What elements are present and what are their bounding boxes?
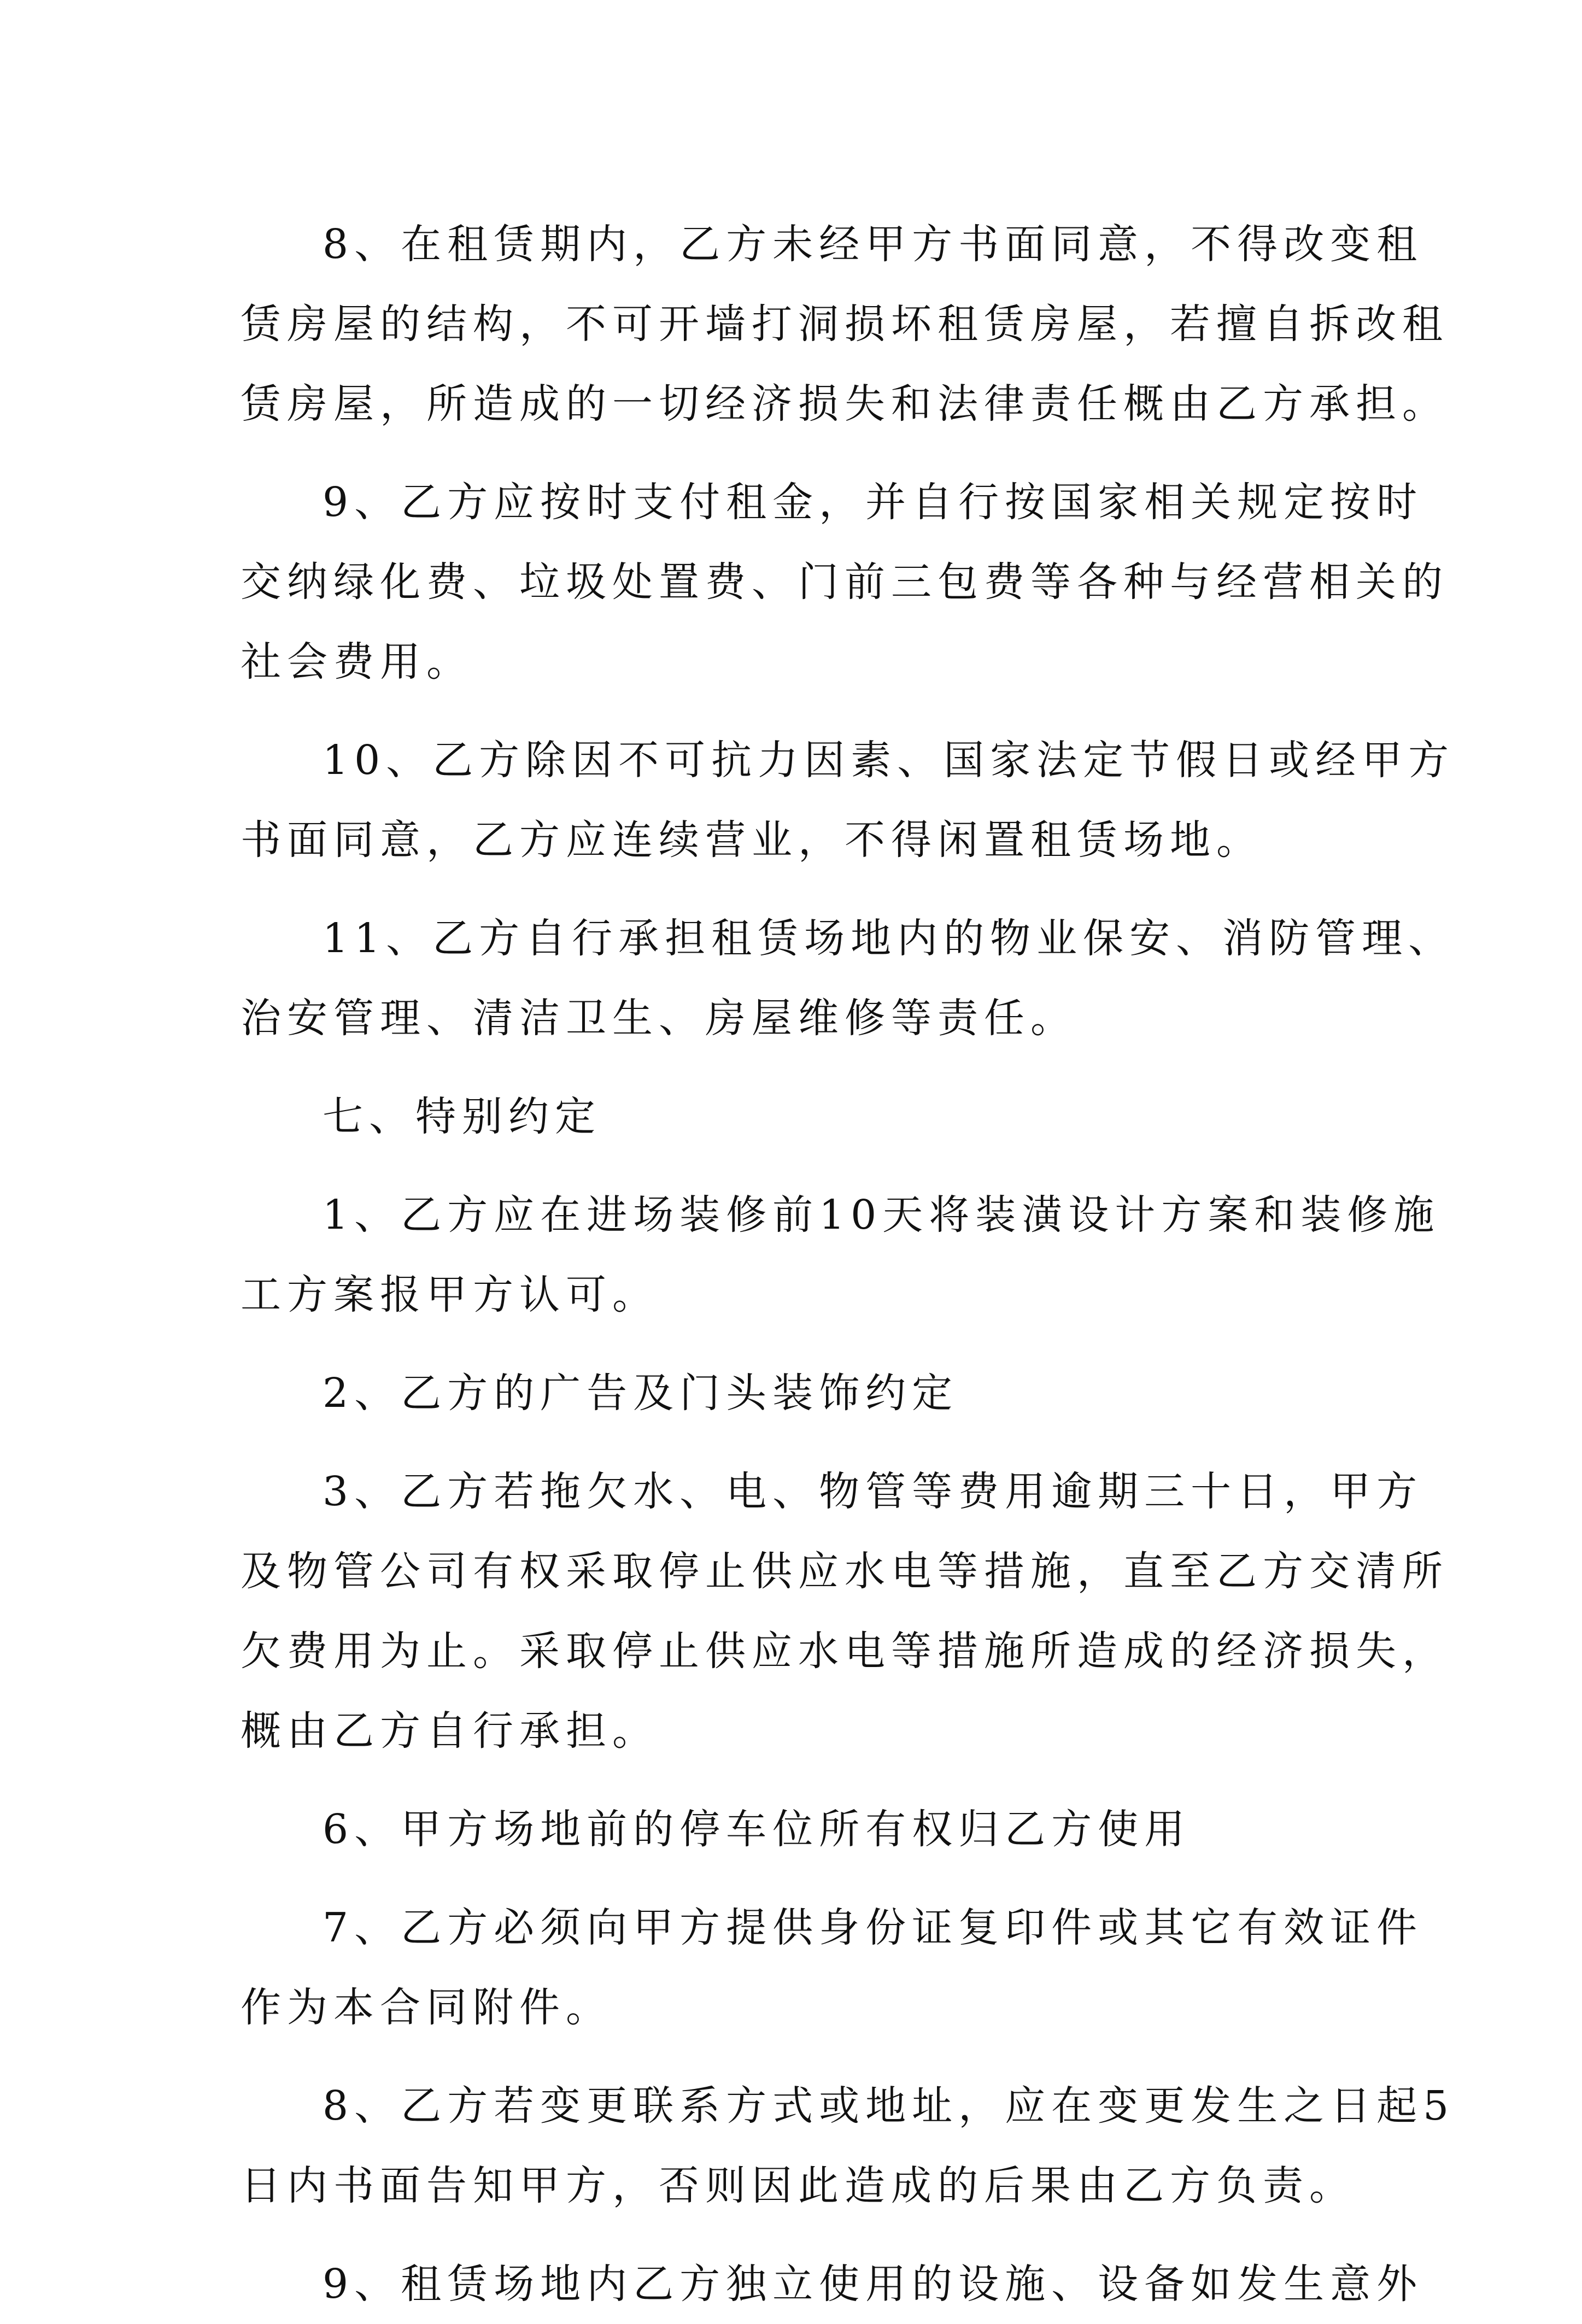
paragraph	[241, 2244, 1423, 2324]
paragraph-line: 1、乙方应在进场装修前10天将装潢设计方案和装修施	[323, 1192, 1440, 1239]
paragraph-line: 工方案报甲方认可。	[241, 1271, 659, 1318]
paragraph	[241, 1353, 1356, 1433]
paragraph	[241, 1789, 1356, 1869]
section-heading	[241, 1077, 1356, 1157]
paragraph	[241, 462, 1449, 702]
paragraph-line: 书面同意，乙方应连续营业，不得闲置租赁场地。	[241, 817, 1263, 864]
paragraph-line: 日内书面告知甲方，否则因此造成的后果由乙方负责。	[241, 2162, 1356, 2209]
paragraph-line: 9、租赁场地内乙方独立使用的设施、设备如发生意外	[323, 2261, 1423, 2308]
paragraph-line: 3、乙方若拖欠水、电、物管等费用逾期三十日，甲方	[323, 1468, 1423, 1515]
paragraph	[241, 720, 1455, 880]
document-body	[241, 204, 1455, 2324]
paragraph	[241, 204, 1449, 444]
section-heading-text: 七、特别约定	[323, 1093, 601, 1140]
paragraph-line: 社会费用。	[241, 638, 473, 685]
paragraph-line: 11、乙方自行承担租赁场地内的物业保安、消防管理、	[323, 915, 1455, 962]
paragraph-line: 8、在租赁期内，乙方未经甲方书面同意，不得改变租	[323, 221, 1423, 268]
paragraph-line: 8、乙方若变更联系方式或地址，应在变更发生之日起5	[323, 2082, 1455, 2129]
paragraph-line: 作为本合同附件。	[241, 1984, 612, 2031]
paragraph	[241, 1888, 1423, 2047]
paragraph-line: 9、乙方应按时支付租金，并自行按国家相关规定按时	[323, 479, 1423, 526]
paragraph	[241, 2066, 1455, 2226]
paragraph-line: 6、甲方场地前的停车位所有权归乙方使用	[323, 1806, 1191, 1853]
paragraph	[241, 1175, 1440, 1335]
paragraph	[241, 1452, 1449, 1771]
paragraph-line: 欠费用为止。采取停止供应水电等措施所造成的经济损失，	[241, 1628, 1449, 1675]
paragraph-line: 及物管公司有权采取停止供应水电等措施，直至乙方交清所	[241, 1548, 1449, 1595]
paragraph-line: 治安管理、清洁卫生、房屋维修等责任。	[241, 995, 1077, 1042]
paragraph-line: 7、乙方必须向甲方提供身份证复印件或其它有效证件	[323, 1904, 1423, 1951]
paragraph-line: 赁房屋的结构，不可开墙打洞损坏租赁房屋，若擅自拆改租	[241, 301, 1449, 348]
paragraph-line: 交纳绿化费、垃圾处置费、门前三包费等各种与经营相关的	[241, 559, 1449, 606]
paragraph-line: 概由乙方自行承担。	[241, 1707, 659, 1754]
paragraph	[241, 899, 1455, 1058]
paragraph-line: 赁房屋，所造成的一切经济损失和法律责任概由乙方承担。	[241, 380, 1449, 427]
paragraph-line: 2、乙方的广告及门头装饰约定	[323, 1370, 959, 1417]
paragraph-line: 10、乙方除因不可抗力因素、国家法定节假日或经甲方	[323, 737, 1455, 784]
